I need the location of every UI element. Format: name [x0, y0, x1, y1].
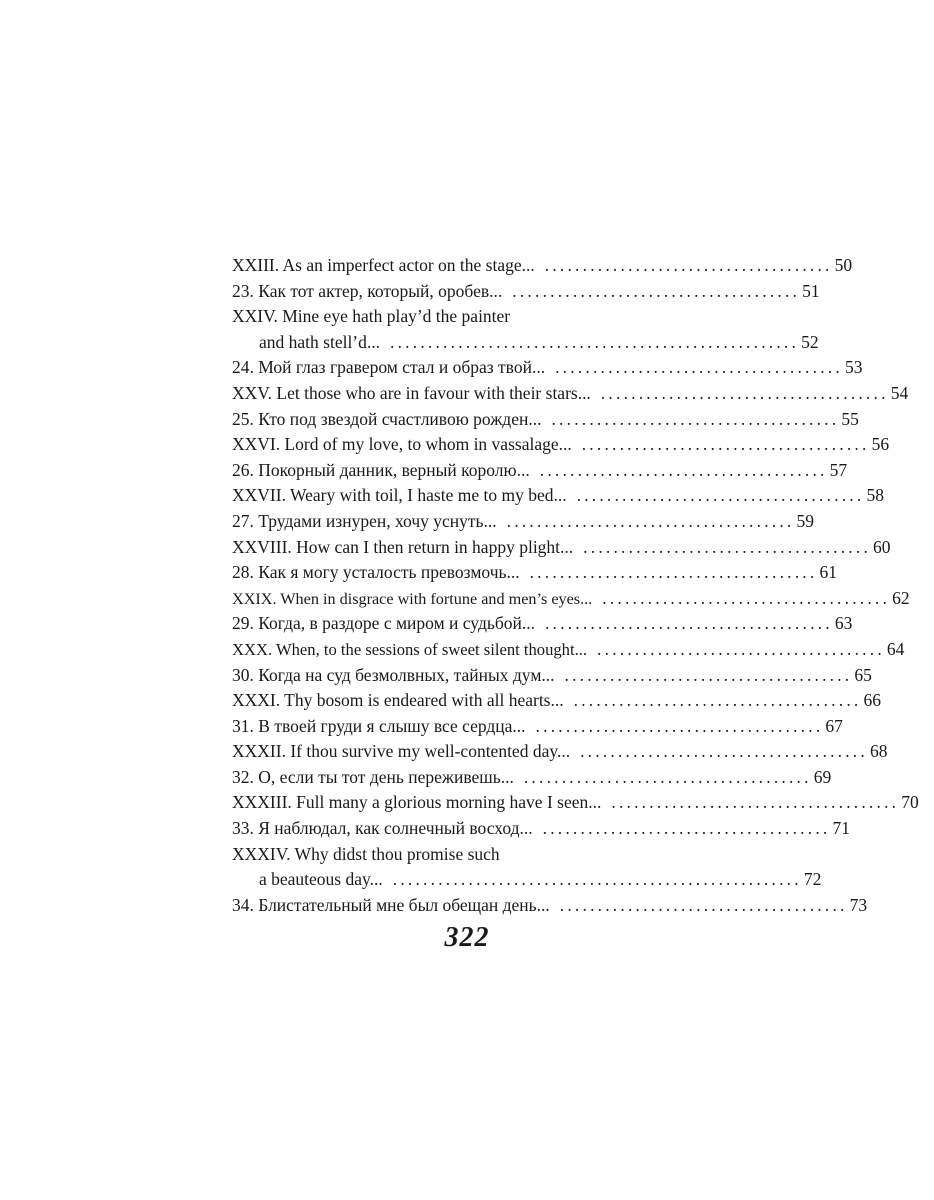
dot-leader: ...................................... [542, 818, 831, 839]
toc-entry[interactable] [232, 458, 848, 484]
toc-entry[interactable] [232, 432, 890, 458]
toc-entry-page: 72 [803, 869, 822, 890]
toc-entry-page: 67 [825, 715, 843, 736]
dot-leader: ...................................... [539, 459, 828, 480]
toc-entry[interactable] [232, 611, 853, 637]
toc-entry[interactable] [232, 586, 910, 612]
dot-leader: ...................................... [564, 664, 853, 685]
page-number: 322 [444, 922, 490, 953]
dot-leader: ...................................... [544, 255, 833, 275]
toc-entry-page: 64 [886, 638, 905, 659]
dot-leader: ...................................... [576, 485, 865, 506]
toc-entry[interactable] [232, 688, 881, 714]
toc-entry-continuation: and hath stell’d... [259, 331, 381, 352]
toc-entry-page: 62 [892, 587, 910, 608]
toc-entry-title: XXV. Let those who are in favour with their stars... [232, 382, 591, 403]
toc-entry-title: 25. Кто под звездой счастливою рожден... [232, 408, 542, 429]
toc-entry-continuation: a beauteous day... [259, 869, 383, 890]
toc-entry[interactable] [232, 637, 905, 663]
toc-entry-title: XXXIII. Full many a glorious morning have I seen... [232, 792, 602, 813]
toc-entry-page: 53 [844, 357, 863, 378]
dot-leader: ...................................... [535, 715, 824, 736]
toc-entry[interactable] [232, 355, 863, 381]
toc-entry[interactable] [232, 253, 853, 279]
toc-entry-page: 55 [841, 408, 859, 429]
toc-entry[interactable] [232, 663, 872, 689]
toc-entry[interactable] [232, 381, 909, 407]
toc-entry-page: 50 [834, 255, 853, 275]
toc-entry-title: 34. Блистательный мне был обещан день... [232, 894, 550, 915]
toc-entry-page: 60 [873, 536, 891, 557]
toc-entry-title: 28. Как я могу усталость превозмочь... [232, 562, 520, 583]
dot-leader: ...................................... [602, 587, 891, 608]
toc-entry-page: 52 [801, 331, 819, 352]
toc-entry-title: XXXI. Thy bosom is endeared with all hearts... [232, 690, 564, 711]
toc-entry-title: XXIV. Mine eye hath play’d the painter [232, 306, 511, 327]
dot-leader: ...................................... [529, 562, 818, 583]
toc-entry-title: XXIX. When in disgrace with fortune and men’s eyes... [232, 589, 593, 608]
toc-entry-title: XXXIV. Why didst thou promise such [232, 843, 500, 864]
toc-entry-page: 51 [802, 280, 820, 301]
dot-leader: ...................................... [583, 536, 872, 557]
toc-entry-title: 24. Мой глаз гравером стал и образ твой... [232, 357, 546, 378]
toc-entry-page: 56 [871, 434, 890, 455]
toc-entry-title: XXVII. Weary with toil, I haste me to my bed... [232, 485, 567, 506]
toc-entry-title: 23. Как тот актер, который, оробев... [232, 280, 503, 301]
toc-entry-title: 31. В твоей груди я слышу все сердца... [232, 715, 526, 736]
toc-entry-title: XXX. When, to the sessions of sweet silent thought... [232, 639, 588, 659]
toc-entry-title: 30. Когда на суд безмолвных, тайных дум... [232, 664, 555, 685]
toc-entry-title: XXVI. Lord of my love, to whom in vassalage... [232, 434, 572, 455]
toc-entry-page: 71 [832, 818, 850, 839]
toc-entry[interactable] [232, 765, 832, 791]
toc-entry-title: XXVIII. How can I then return in happy plight... [232, 536, 574, 557]
toc-entry-title: 32. О, если ты тот день переживешь... [232, 766, 514, 787]
toc-entry-title: 26. Покорный данник, верный королю... [232, 459, 530, 480]
toc-entry[interactable] [232, 330, 819, 356]
toc-entry-title: XXIII. As an imperfect actor on the stage... [232, 255, 535, 275]
toc-entry[interactable] [232, 407, 859, 433]
toc-entry[interactable] [232, 560, 837, 586]
toc-entry-first-line[interactable] [232, 304, 702, 330]
toc-entry-page: 65 [854, 664, 872, 685]
toc-entry[interactable] [232, 893, 868, 919]
dot-leader: ...................................... [597, 638, 885, 659]
toc-entry-title: XXXII. If thou survive my well-contented day... [232, 741, 571, 762]
toc-entry[interactable] [232, 279, 820, 305]
dot-leader: ...................................... [573, 690, 862, 711]
dot-leader: ...................................... [551, 408, 840, 429]
toc-entry-page: 73 [849, 894, 868, 915]
toc-entry[interactable] [232, 535, 891, 561]
toc-entry-page: 59 [796, 510, 815, 531]
toc-entry-title: 29. Когда, в раздоре с миром и судьбой... [232, 613, 535, 634]
toc-entry[interactable] [232, 816, 850, 842]
toc-entry-title: 27. Трудами изнурен, хочу уснуть... [232, 510, 497, 531]
toc-entry-page: 69 [813, 766, 832, 787]
toc-entry-first-line[interactable] [232, 842, 702, 868]
toc-entry-title: 33. Я наблюдал, как солнечный восход... [232, 818, 533, 839]
dot-leader: ...................................... [611, 792, 900, 813]
dot-leader: ...................................... [559, 894, 848, 915]
dot-leader: ...................................... [555, 357, 843, 378]
dot-leader: ...................................... [523, 766, 812, 787]
dot-leader: ...................................... [544, 613, 833, 634]
toc-entry-page: 66 [863, 690, 881, 711]
table-of-contents [232, 253, 919, 918]
toc-entry[interactable] [232, 790, 919, 816]
dot-leader: ...................................... [580, 741, 868, 762]
toc-entry[interactable] [232, 483, 884, 509]
toc-entry-page: 57 [829, 459, 848, 480]
toc-entry[interactable] [232, 867, 822, 893]
dot-leader: ...................................... [600, 382, 889, 403]
toc-entry-page: 54 [890, 382, 909, 403]
dot-leader: ...................................................... [390, 331, 800, 352]
toc-entry-page: 68 [869, 741, 888, 762]
toc-entry-page: 70 [901, 792, 919, 813]
toc-entry[interactable] [232, 509, 815, 535]
dot-leader: ...................................... [581, 434, 870, 455]
toc-entry[interactable] [232, 714, 843, 740]
toc-entry-page: 61 [819, 562, 837, 583]
toc-entry-page: 58 [866, 485, 884, 506]
dot-leader: ...................................... [506, 510, 795, 531]
dot-leader: ...................................... [512, 280, 801, 301]
toc-entry-page: 63 [834, 613, 853, 634]
dot-leader: ...................................................... [392, 869, 802, 890]
toc-entry[interactable] [232, 739, 888, 765]
